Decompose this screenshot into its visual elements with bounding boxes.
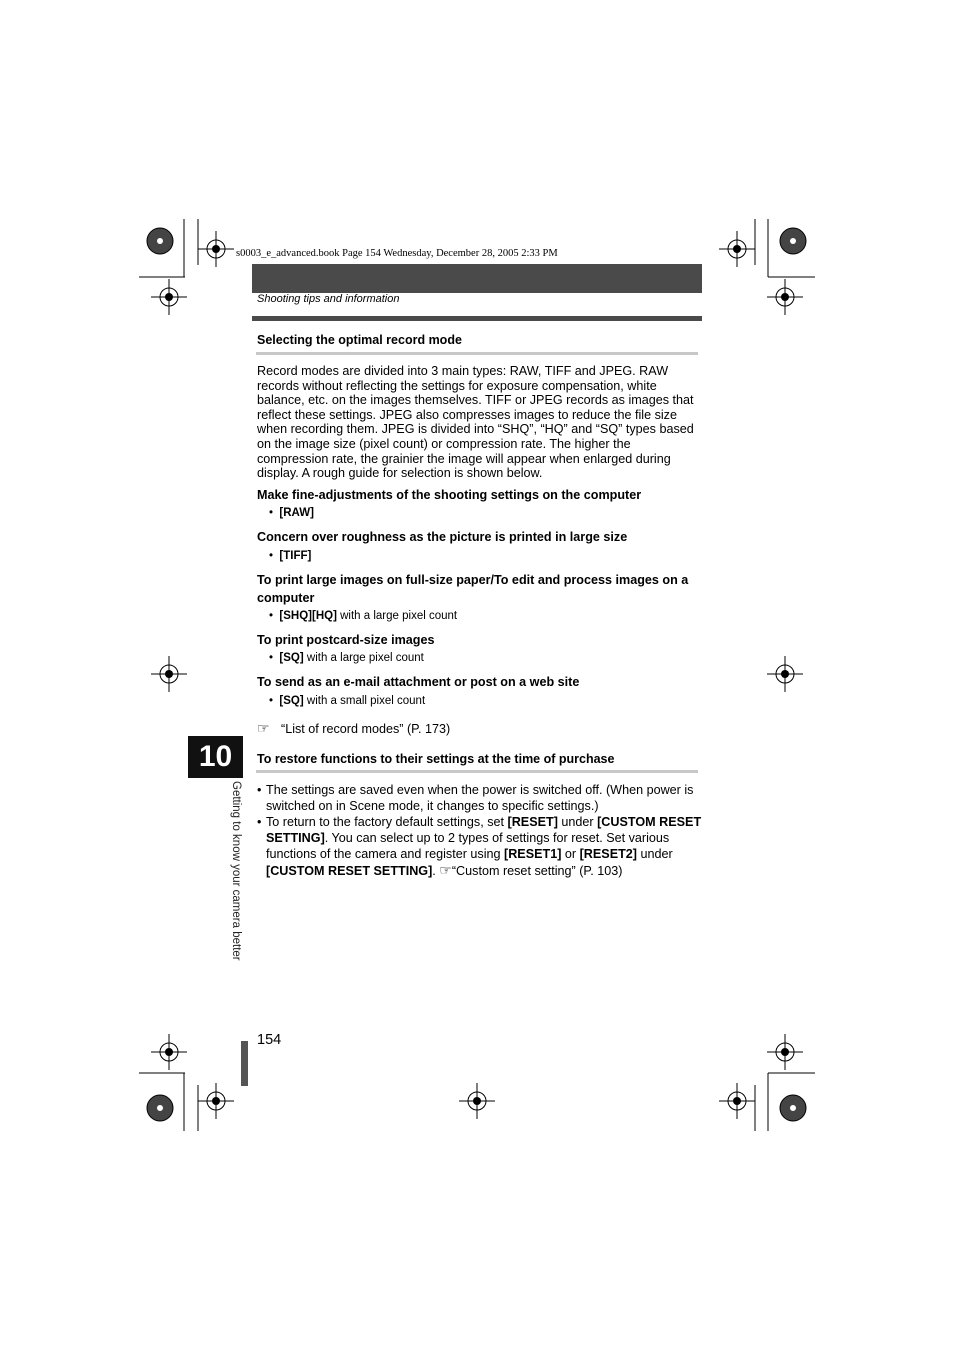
section-title: To restore functions to their settings at the time of purchase xyxy=(257,752,615,766)
list-item: • To return to the factory default settings, set [RESET] under [CUSTOM RESET SETTING]. You can select up to 2 types of settings for reset. Set various functions of the camera and register using [RESET1] or [RESET2] under [CUSTOM RESET SETTING]. ☞“Custom reset setting” (P. 103) xyxy=(257,814,702,879)
header-subtitle: Shooting tips and information xyxy=(257,293,400,305)
page-bar xyxy=(241,1041,248,1086)
case-heading: To print large images on full-size paper/To edit and process images on a computer xyxy=(257,573,689,605)
case-heading: To print postcard-size images xyxy=(257,633,435,647)
intro-paragraph: Record modes are divided into 3 main types: RAW, TIFF and JPEG. RAW records without reflecting the settings for exposure compensation, white balance, etc. on the images themselves. TIFF or JPEG records as images that reflect these settings. JPEG also compresses images to reduce the file size when recording them. JPEG is divided into “SHQ”, “HQ” and “SQ” types based on the image size (pixel count) or compression rate. The higher the compression rate, the grainier the image will appear when enlarged during display. A rough guide for selection is shown below. xyxy=(257,364,694,481)
chapter-label: Getting to know your camera better xyxy=(230,781,242,961)
case-mode: [TIFF] xyxy=(279,550,312,562)
case-bullet: • [SHQ][HQ] with a large pixel count xyxy=(269,610,458,622)
reference-link[interactable]: “Custom reset setting” (P. 103) xyxy=(451,864,623,878)
case-note: with a large pixel count xyxy=(303,652,424,664)
case-bullet: • [SQ] with a small pixel count xyxy=(269,695,426,707)
case-heading: Make fine-adjustments of the shooting settings on the computer xyxy=(257,488,642,502)
case-bullet: • [TIFF] xyxy=(269,550,312,562)
case-mode: [SHQ][HQ] xyxy=(279,610,337,622)
page-number: 154 xyxy=(257,1032,282,1048)
case-mode: [SQ] xyxy=(279,652,304,664)
header-bar xyxy=(252,264,702,293)
case-bullet: • [RAW] xyxy=(269,507,314,519)
print-slug: s0003_e_advanced.book Page 154 Wednesday, December 28, 2005 2:33 PM xyxy=(236,248,558,259)
case-heading: Concern over roughness as the picture is printed in large size xyxy=(257,530,628,544)
case-note: with a small pixel count xyxy=(303,695,426,707)
case-note: with a large pixel count xyxy=(336,610,458,622)
list-item: • The settings are saved even when the power is switched off. (When power is switched on in Scene mode, it changes to specific settings.) xyxy=(257,782,702,814)
reference-hand-icon: ☞ xyxy=(439,862,452,878)
section-rule xyxy=(256,352,698,355)
reference-text: “List of record modes” (P. 173) xyxy=(281,722,451,736)
section-rule xyxy=(256,770,698,773)
case-bullet: • [SQ] with a large pixel count xyxy=(269,652,424,664)
reference-link[interactable] xyxy=(257,720,450,737)
case-heading: To send as an e-mail attachment or post on a web site xyxy=(257,675,580,689)
restore-list xyxy=(257,782,702,879)
case-mode: [RAW] xyxy=(279,507,314,519)
chapter-number: 10 xyxy=(188,736,243,778)
header-rule xyxy=(252,316,702,321)
reference-hand-icon: ☞ xyxy=(257,720,270,736)
section-title: Selecting the optimal record mode xyxy=(257,333,462,347)
case-mode: [SQ] xyxy=(279,695,304,707)
